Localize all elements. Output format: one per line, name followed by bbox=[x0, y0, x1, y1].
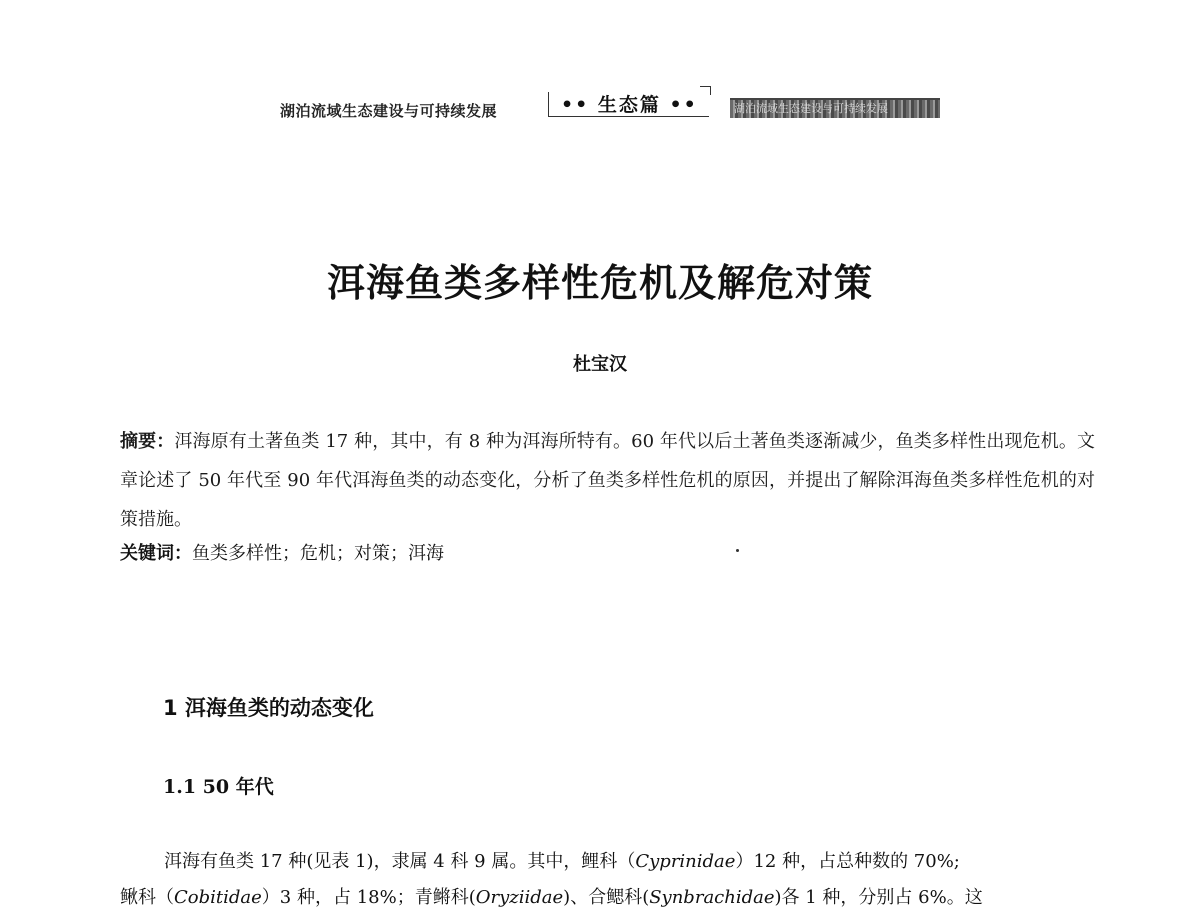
latin-name: Synbrachidae bbox=[649, 887, 775, 908]
latin-name: Oryziidae bbox=[475, 887, 564, 908]
body-paragraph bbox=[120, 844, 1095, 916]
body-line bbox=[120, 844, 1095, 880]
header-left-text: 湖泊流域生态建设与可持续发展 bbox=[280, 102, 498, 120]
body-text-segment: 鳅科（ bbox=[120, 887, 174, 908]
body-text-segment: ）3 种，占 18%；青鳉科( bbox=[261, 887, 476, 908]
subsection-heading: 1.1 50 年代 bbox=[163, 776, 274, 798]
abstract-text: 洱海原有土著鱼类 17 种，其中，有 8 种为洱海所特有。60 年代以后土著鱼类逐渐减少，鱼类多样性出现危机。文章论述了 50 年代至 90 年代洱海鱼类的动态变化，分析了鱼类多样性危机的原因，并提出了解除洱海鱼类多样性危机的对策措施。 bbox=[120, 431, 1095, 530]
body-text-segment: )、合鳃科( bbox=[563, 887, 650, 908]
header-right-text: 湖泊流域生态建设与可持续发展 bbox=[734, 102, 888, 115]
latin-name: Cyprinidae bbox=[635, 851, 736, 872]
author-name: 杜宝汉 bbox=[573, 354, 627, 375]
body-text-segment: ）12 种，占总种数的 70%; bbox=[735, 851, 960, 872]
abstract-label: 摘要： bbox=[120, 431, 175, 452]
scan-speck bbox=[736, 549, 739, 552]
running-header bbox=[280, 86, 940, 122]
keywords bbox=[120, 536, 1095, 572]
section-heading: 1 洱海鱼类的动态变化 bbox=[163, 696, 374, 720]
abstract bbox=[120, 422, 1095, 539]
body-text-segment: )各 1 种，分别占 6%。这 bbox=[774, 887, 983, 908]
keywords-label: 关键词： bbox=[120, 543, 192, 564]
keywords-text: 鱼类多样性；危机；对策；洱海 bbox=[192, 543, 444, 564]
header-section-label: •• 生态篇 •• bbox=[561, 94, 698, 116]
body-text-segment: 洱海有鱼类 17 种(见表 1)，隶属 4 科 9 属。其中，鲤科（ bbox=[164, 851, 636, 872]
header-section-box bbox=[548, 92, 709, 117]
latin-name: Cobitidae bbox=[174, 887, 262, 908]
body-line bbox=[120, 880, 1095, 916]
paper-title: 洱海鱼类多样性危机及解危对策 bbox=[326, 260, 873, 305]
header-decorative-bar bbox=[730, 98, 940, 118]
